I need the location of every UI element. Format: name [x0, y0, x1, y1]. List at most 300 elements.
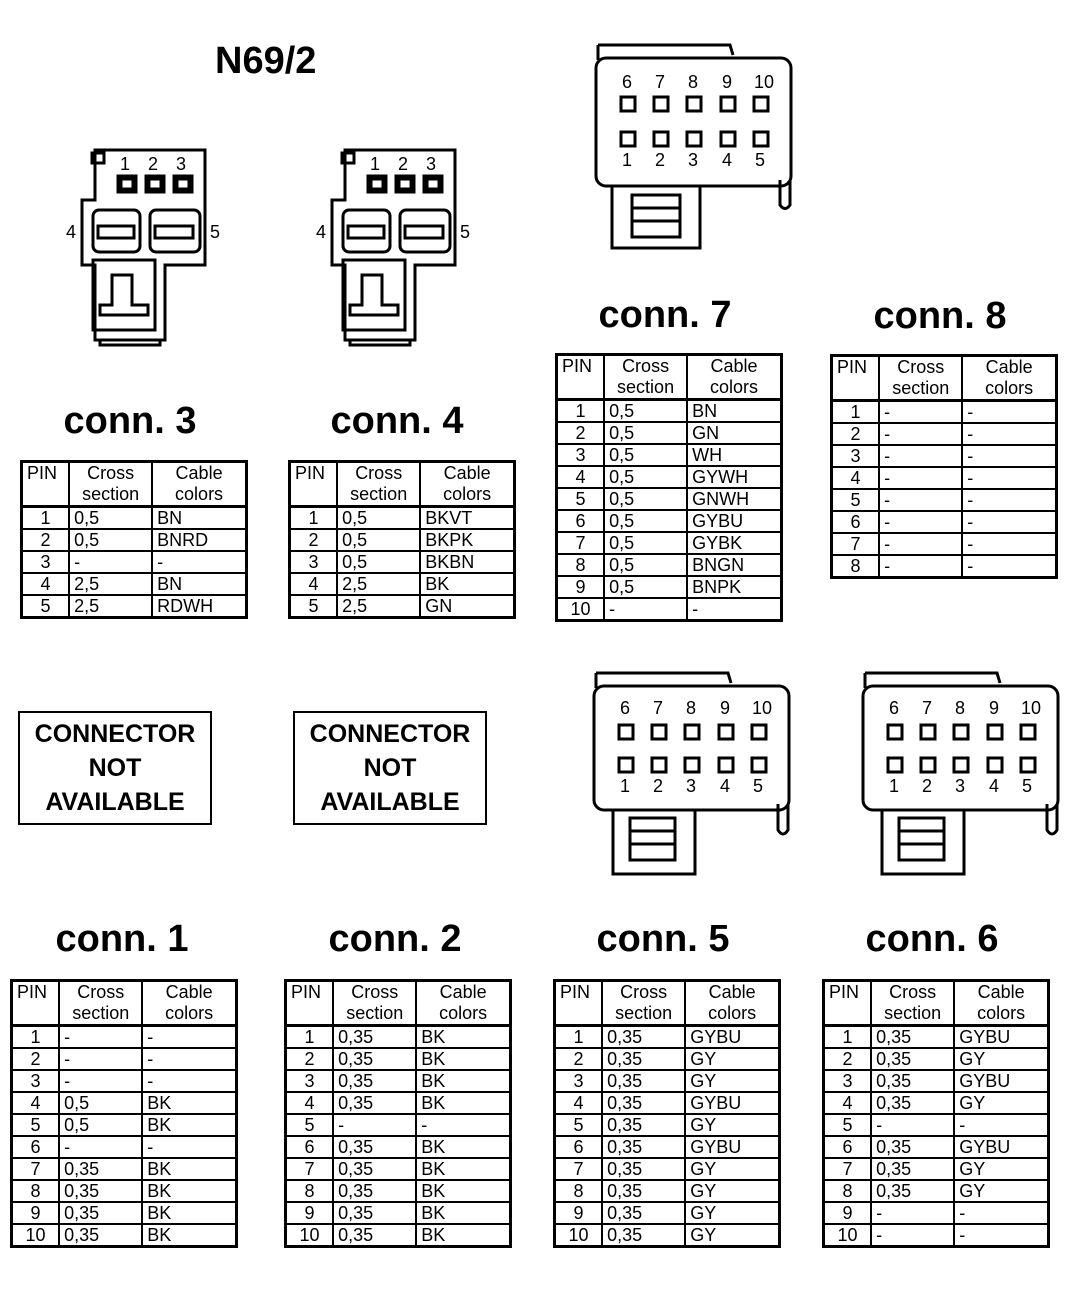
header-cable-label: Cable	[175, 463, 223, 483]
pin-number: 6	[832, 511, 880, 533]
header-cable-label: Cable	[443, 463, 491, 483]
cable-color: -	[962, 555, 1056, 578]
table-row	[286, 1224, 511, 1247]
table-row	[557, 576, 782, 598]
pin-label-2: 2	[653, 776, 664, 796]
cross-section: 0,35	[333, 1224, 416, 1247]
table-row	[286, 1048, 511, 1070]
pin-label-10: 10	[752, 698, 773, 718]
pin-number: 3	[824, 1070, 872, 1092]
cable-color: GY	[954, 1180, 1048, 1202]
pin-number: 2	[555, 1048, 603, 1070]
pin-label-3: 3	[176, 154, 187, 174]
table-header	[555, 981, 780, 1026]
conn1-title: conn. 1	[55, 918, 189, 960]
pin-number: 4	[557, 466, 605, 488]
cross-section: 0,35	[602, 1070, 685, 1092]
cross-section: 0,35	[602, 1158, 685, 1180]
cross-section: 0,5	[604, 488, 687, 510]
table-row	[824, 1224, 1049, 1247]
cross-section: -	[69, 551, 152, 573]
cross-section: -	[333, 1114, 416, 1136]
pin-number: 7	[555, 1158, 603, 1180]
cross-section: 0,5	[337, 551, 420, 573]
pin-number: 5	[290, 595, 338, 618]
header-pin	[824, 981, 872, 1026]
pin-number: 7	[832, 533, 880, 555]
pin-number: 10	[555, 1224, 603, 1247]
pin-number: 1	[555, 1026, 603, 1049]
pin-number: 5	[555, 1114, 603, 1136]
cable-color: BK	[142, 1092, 236, 1114]
cable-color: BNPK	[687, 576, 781, 598]
cable-color: -	[962, 489, 1056, 511]
header-colors-label: colors	[708, 1003, 757, 1023]
pin-number: 10	[12, 1224, 60, 1247]
cross-section: -	[879, 423, 962, 445]
header-section-label: section	[615, 1003, 673, 1023]
header-pin-label: PIN	[560, 982, 591, 1002]
pin-number: 5	[22, 595, 70, 618]
header-pin	[286, 981, 334, 1026]
header-pin	[555, 981, 603, 1026]
pin-number: 6	[557, 510, 605, 532]
pin-label-9: 9	[722, 72, 733, 92]
cross-section: 0,35	[333, 1092, 416, 1114]
cross-section: -	[871, 1224, 954, 1247]
table-row	[290, 573, 515, 595]
table-row	[286, 1026, 511, 1049]
page-title: N69/2	[215, 40, 317, 82]
header-pin-label: PIN	[27, 463, 58, 483]
cable-color: BN	[687, 400, 781, 423]
cable-color: GYBU	[685, 1026, 779, 1049]
table-row	[557, 422, 782, 444]
cable-color: GYBU	[954, 1026, 1048, 1049]
cable-color: BK	[142, 1114, 236, 1136]
table-row	[824, 1092, 1049, 1114]
pin-number: 9	[12, 1202, 60, 1224]
table-row	[12, 1158, 237, 1180]
cable-color: BNGN	[687, 554, 781, 576]
cross-section: 0,5	[59, 1092, 142, 1114]
header-cross-label: Cross	[355, 463, 403, 483]
header-colors-label: colors	[985, 378, 1034, 398]
cross-section: -	[871, 1114, 954, 1136]
pin-label-4: 4	[720, 776, 731, 796]
pin-number: 6	[824, 1136, 872, 1158]
pin-number: 10	[557, 598, 605, 621]
pin-number: 7	[557, 532, 605, 554]
cable-color: GYWH	[687, 466, 781, 488]
pin-label-3: 3	[686, 776, 697, 796]
header-cross-section	[602, 981, 685, 1026]
conn2-table	[284, 979, 512, 1248]
pin-label-2: 2	[398, 154, 409, 174]
conn7-title: conn. 7	[598, 294, 732, 336]
conn4-title: conn. 4	[330, 400, 464, 442]
conn2-title: conn. 2	[328, 918, 462, 960]
cable-color: RDWH	[152, 595, 246, 618]
header-pin	[557, 355, 605, 400]
cable-color: BK	[416, 1202, 510, 1224]
header-cable-label: Cable	[439, 982, 487, 1002]
header-cross-section	[69, 462, 152, 507]
cable-color: BK	[416, 1158, 510, 1180]
cross-section: 0,5	[69, 507, 152, 530]
header-cable-colors	[962, 356, 1056, 401]
cross-section: 0,35	[602, 1224, 685, 1247]
table-row	[290, 529, 515, 551]
connector-6-drawing	[857, 668, 1067, 883]
cable-color: -	[954, 1202, 1048, 1224]
pin-label-1: 1	[370, 154, 381, 174]
table-row	[557, 510, 782, 532]
cross-section: 0,35	[602, 1092, 685, 1114]
cross-section: 0,5	[604, 554, 687, 576]
pin-number: 4	[12, 1092, 60, 1114]
pin-number: 3	[555, 1070, 603, 1092]
header-cross-section	[871, 981, 954, 1026]
cable-color: WH	[687, 444, 781, 466]
table-row	[557, 466, 782, 488]
cross-section: 0,35	[333, 1026, 416, 1049]
header-pin-label: PIN	[295, 463, 326, 483]
cross-section: 2,5	[337, 573, 420, 595]
cable-color: BK	[142, 1224, 236, 1247]
pin-number: 2	[832, 423, 880, 445]
header-section-label: section	[350, 484, 408, 504]
cable-color: BKVT	[420, 507, 514, 530]
connector-5-drawing	[588, 668, 798, 883]
conn6-title: conn. 6	[865, 918, 999, 960]
table-row	[557, 554, 782, 576]
pin-number: 2	[557, 422, 605, 444]
cable-color: BK	[142, 1158, 236, 1180]
header-cross-label: Cross	[620, 982, 668, 1002]
header-cross-section	[879, 356, 962, 401]
cross-section: -	[879, 533, 962, 555]
pin-label-9: 9	[720, 698, 731, 718]
table-row	[832, 401, 1057, 424]
conn1-table	[10, 979, 238, 1248]
cable-color: -	[142, 1048, 236, 1070]
table-row	[832, 489, 1057, 511]
cross-section: 0,35	[59, 1180, 142, 1202]
pin-number: 3	[290, 551, 338, 573]
header-pin-label: PIN	[837, 357, 868, 377]
pin-label-7: 7	[655, 72, 666, 92]
header-cable-label: Cable	[710, 356, 758, 376]
pin-number: 8	[832, 555, 880, 578]
pin-label-6: 6	[889, 698, 900, 718]
pin-number: 7	[824, 1158, 872, 1180]
header-pin	[12, 981, 60, 1026]
table-row	[824, 1158, 1049, 1180]
table-row	[12, 1202, 237, 1224]
cable-color: -	[962, 467, 1056, 489]
pin-label-5: 5	[755, 150, 766, 170]
cable-color: GY	[685, 1202, 779, 1224]
cross-section: 0,35	[871, 1048, 954, 1070]
cable-color: -	[152, 551, 246, 573]
cross-section: -	[879, 467, 962, 489]
table-row	[832, 533, 1057, 555]
cable-color: GYBU	[685, 1092, 779, 1114]
header-pin	[290, 462, 338, 507]
cross-section: 0,35	[602, 1048, 685, 1070]
pin-label-6: 6	[622, 72, 633, 92]
cable-color: GY	[685, 1158, 779, 1180]
pin-number: 6	[12, 1136, 60, 1158]
table-header	[12, 981, 237, 1026]
table-row	[22, 595, 247, 618]
table-row	[824, 1048, 1049, 1070]
conn5-title: conn. 5	[596, 918, 730, 960]
cable-color: BKBN	[420, 551, 514, 573]
cross-section: 2,5	[69, 595, 152, 618]
pin-number: 1	[286, 1026, 334, 1049]
pin-number: 4	[832, 467, 880, 489]
pin-number: 4	[286, 1092, 334, 1114]
cable-color: -	[962, 533, 1056, 555]
pin-number: 7	[12, 1158, 60, 1180]
header-cross-label: Cross	[897, 357, 945, 377]
cable-color: GNWH	[687, 488, 781, 510]
table-row	[824, 1180, 1049, 1202]
table-row	[12, 1048, 237, 1070]
header-cable-label: Cable	[708, 982, 756, 1002]
cable-color: BK	[142, 1180, 236, 1202]
cross-section: -	[879, 555, 962, 578]
table-row	[286, 1114, 511, 1136]
cross-section: -	[604, 598, 687, 621]
cable-color: GN	[687, 422, 781, 444]
header-pin-label: PIN	[17, 982, 48, 1002]
table-row	[555, 1114, 780, 1136]
connector-3-drawing	[60, 140, 220, 350]
cable-color: BK	[416, 1092, 510, 1114]
table-row	[557, 598, 782, 621]
pin-label-4: 4	[722, 150, 733, 170]
pin-number: 5	[286, 1114, 334, 1136]
pin-label-3: 3	[426, 154, 437, 174]
pin-number: 1	[12, 1026, 60, 1049]
header-section-label: section	[892, 378, 950, 398]
pin-label-5: 5	[210, 222, 221, 242]
pin-label-1: 1	[620, 776, 631, 796]
table-row	[824, 1136, 1049, 1158]
cable-color: GYBU	[687, 510, 781, 532]
header-cable-colors	[416, 981, 510, 1026]
pin-number: 4	[290, 573, 338, 595]
cable-color: GY	[685, 1224, 779, 1247]
table-header	[22, 462, 247, 507]
table-row	[557, 532, 782, 554]
cable-color: -	[142, 1070, 236, 1092]
table-header	[290, 462, 515, 507]
pin-number: 5	[832, 489, 880, 511]
cross-section: -	[59, 1048, 142, 1070]
pin-number: 5	[824, 1114, 872, 1136]
cable-color: BK	[416, 1048, 510, 1070]
table-row	[832, 423, 1057, 445]
cable-color: -	[954, 1114, 1048, 1136]
pin-number: 3	[22, 551, 70, 573]
cable-color: BK	[142, 1202, 236, 1224]
cross-section: 0,35	[602, 1180, 685, 1202]
table-row	[12, 1224, 237, 1247]
pin-label-9: 9	[989, 698, 1000, 718]
not-available-line-1: CONNECTOR	[309, 720, 471, 748]
cross-section: 0,35	[602, 1136, 685, 1158]
table-row	[832, 555, 1057, 578]
cross-section: 0,5	[604, 400, 687, 423]
pin-label-3: 3	[688, 150, 699, 170]
cross-section: -	[59, 1136, 142, 1158]
table-row	[832, 511, 1057, 533]
cross-section: -	[871, 1202, 954, 1224]
header-pin	[22, 462, 70, 507]
cross-section: 0,35	[871, 1092, 954, 1114]
cross-section: 0,35	[602, 1114, 685, 1136]
pin-label-1: 1	[120, 154, 131, 174]
header-section-label: section	[617, 377, 675, 397]
pin-number: 6	[286, 1136, 334, 1158]
pin-label-10: 10	[754, 72, 775, 92]
cable-color: GYBU	[685, 1136, 779, 1158]
pin-label-1: 1	[622, 150, 633, 170]
table-row	[824, 1114, 1049, 1136]
conn3-title: conn. 3	[63, 400, 197, 442]
pin-number: 3	[832, 445, 880, 467]
table-header	[557, 355, 782, 400]
pin-number: 8	[555, 1180, 603, 1202]
cross-section: 0,5	[337, 507, 420, 530]
cross-section: 0,35	[871, 1136, 954, 1158]
table-row	[832, 467, 1057, 489]
pin-number: 8	[286, 1180, 334, 1202]
header-colors-label: colors	[977, 1003, 1026, 1023]
pin-number: 8	[12, 1180, 60, 1202]
table-header	[832, 356, 1057, 401]
not-available-line-3: AVAILABLE	[45, 788, 185, 816]
header-cross-label: Cross	[87, 463, 135, 483]
cable-color: BK	[416, 1026, 510, 1049]
cable-color: -	[142, 1026, 236, 1049]
pin-number: 4	[22, 573, 70, 595]
cross-section: 0,5	[69, 529, 152, 551]
table-row	[555, 1158, 780, 1180]
cross-section: 0,5	[604, 466, 687, 488]
header-colors-label: colors	[443, 484, 492, 504]
header-colors-label: colors	[175, 484, 224, 504]
header-cross-section	[337, 462, 420, 507]
header-pin	[832, 356, 880, 401]
cross-section: 0,35	[59, 1202, 142, 1224]
cable-color: GN	[420, 595, 514, 618]
table-row	[555, 1202, 780, 1224]
cross-section: 0,35	[333, 1070, 416, 1092]
table-row	[555, 1180, 780, 1202]
cable-color: BK	[420, 573, 514, 595]
table-row	[22, 551, 247, 573]
pin-label-6: 6	[620, 698, 631, 718]
cable-color: GY	[954, 1158, 1048, 1180]
header-cross-section	[59, 981, 142, 1026]
cross-section: 0,35	[602, 1202, 685, 1224]
pin-label-8: 8	[686, 698, 697, 718]
pin-label-4: 4	[316, 222, 327, 242]
pin-label-8: 8	[688, 72, 699, 92]
pin-label-2: 2	[655, 150, 666, 170]
table-row	[824, 1026, 1049, 1049]
pin-number: 5	[557, 488, 605, 510]
cable-color: GYBU	[954, 1070, 1048, 1092]
header-colors-label: colors	[710, 377, 759, 397]
pin-label-2: 2	[922, 776, 933, 796]
cable-color: -	[962, 423, 1056, 445]
header-cross-label: Cross	[622, 356, 670, 376]
pin-number: 9	[286, 1202, 334, 1224]
table-row	[290, 595, 515, 618]
header-section-label: section	[72, 1003, 130, 1023]
table-row	[555, 1048, 780, 1070]
pin-number: 10	[824, 1224, 872, 1247]
conn5-table	[553, 979, 781, 1248]
pin-label-5: 5	[1022, 776, 1033, 796]
cross-section: -	[59, 1070, 142, 1092]
table-row	[832, 445, 1057, 467]
header-cable-label: Cable	[165, 982, 213, 1002]
connector-not-available-2	[293, 711, 487, 825]
header-section-label: section	[82, 484, 140, 504]
header-cable-colors	[954, 981, 1048, 1026]
cable-color: GY	[685, 1070, 779, 1092]
pin-number: 2	[22, 529, 70, 551]
header-colors-label: colors	[439, 1003, 488, 1023]
cross-section: 0,5	[604, 532, 687, 554]
pin-number: 9	[824, 1202, 872, 1224]
table-row	[555, 1070, 780, 1092]
header-section-label: section	[884, 1003, 942, 1023]
conn8-table	[830, 354, 1058, 579]
pin-number: 6	[555, 1136, 603, 1158]
pin-number: 10	[286, 1224, 334, 1247]
table-row	[286, 1202, 511, 1224]
cross-section: -	[59, 1026, 142, 1049]
pin-label-7: 7	[922, 698, 933, 718]
cable-color: -	[416, 1114, 510, 1136]
table-row	[555, 1224, 780, 1247]
table-row	[286, 1158, 511, 1180]
pin-number: 2	[286, 1048, 334, 1070]
cross-section: 2,5	[337, 595, 420, 618]
cross-section: 0,5	[604, 444, 687, 466]
cable-color: GY	[954, 1048, 1048, 1070]
not-available-line-1: CONNECTOR	[34, 720, 196, 748]
pin-label-5: 5	[460, 222, 471, 242]
cable-color: BK	[416, 1180, 510, 1202]
table-row	[12, 1026, 237, 1049]
pin-label-1: 1	[889, 776, 900, 796]
cable-color: BKPK	[420, 529, 514, 551]
cross-section: 0,35	[333, 1202, 416, 1224]
pin-number: 7	[286, 1158, 334, 1180]
conn7-table	[555, 353, 783, 622]
cable-color: -	[962, 445, 1056, 467]
table-row	[286, 1092, 511, 1114]
